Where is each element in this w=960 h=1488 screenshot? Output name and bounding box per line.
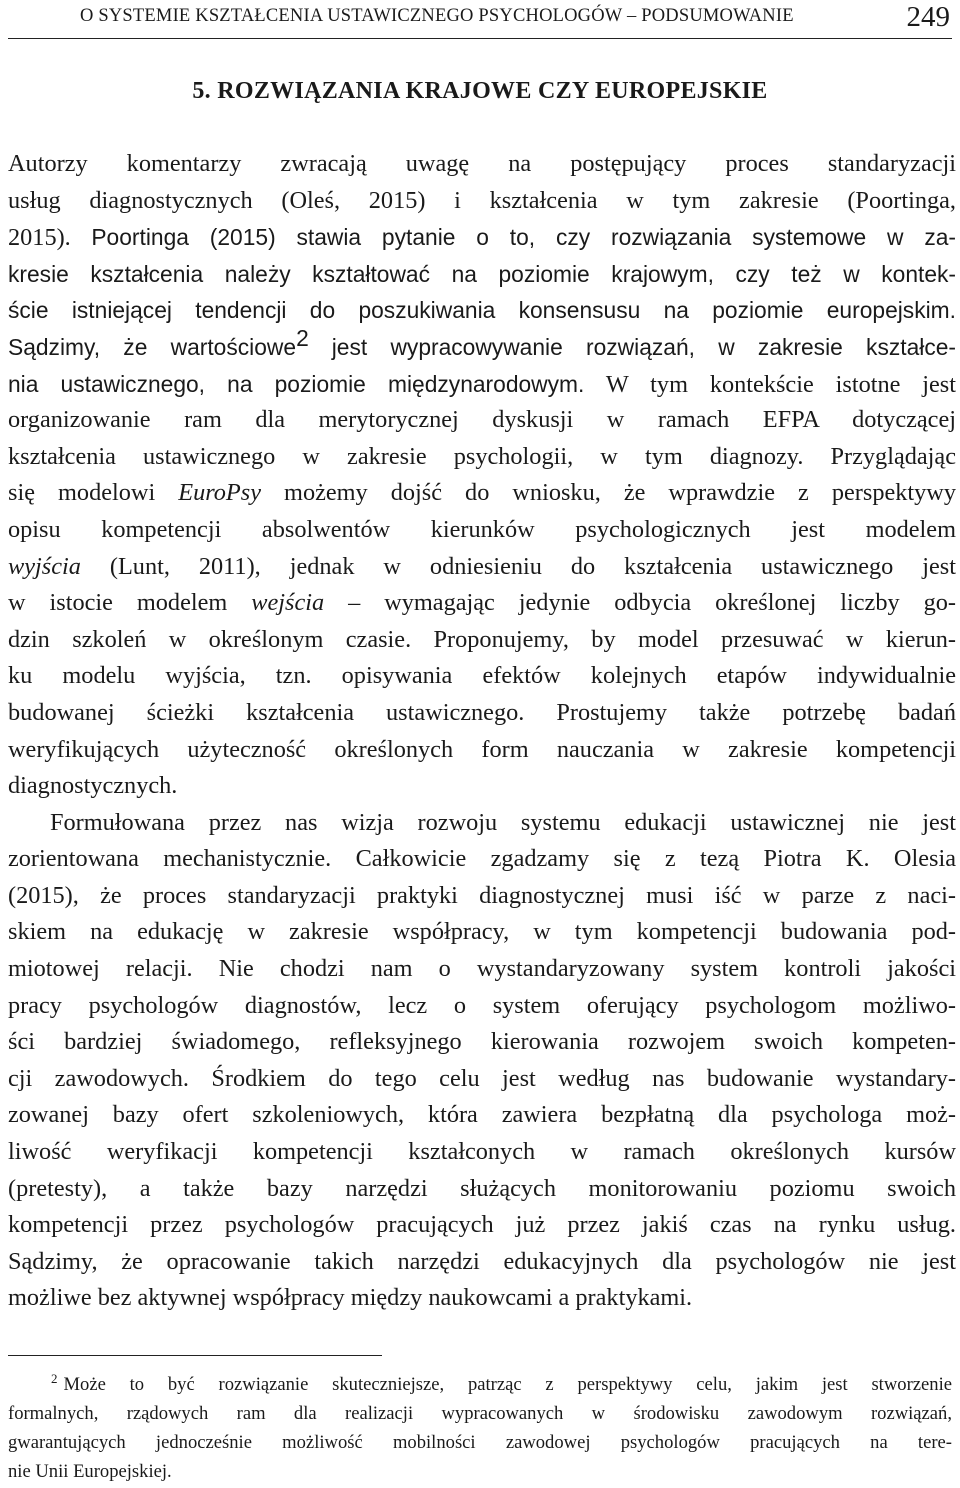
running-header [8,0,952,39]
footnote [8,1370,952,1486]
text-line: weryfikujących użyteczność określonych form nauczania w zakresie kompetencji [8,735,956,763]
text-line: budowanej ścieżki kształcenia ustawicznego. Prostujemy także potrzebę badań [8,698,956,726]
text-span: możemy dojść do wniosku, że wprawdzie z perspektywy [284,479,956,507]
text-line: zowanej bazy ofert szkoleniowych, która zawiera bezpłatną dla psychologa moż- [8,1101,956,1129]
text-line: Autorzy komentarzy zwracają uwagę na postępujący proces standaryzacji [8,150,956,177]
footnote-line: gwarantujących jednocześnie możliwość mobilności zawodowej psychologów pracujących na tere- [8,1432,952,1453]
text-line: pracy psychologów diagnostów, lecz o system oferujący psychologom możliwo- [8,991,956,1019]
text-span: Sądzimy, że wartościowe [8,333,297,360]
text-line: ku modelu wyjścia, tzn. opisywania efektów kolejnych etapów indywidualnie [8,662,956,690]
body-text [8,146,956,1317]
emphasis-europsy: EuroPsy [178,479,262,507]
text-span: 2015). [8,224,71,252]
text-line: miotowej relacji. Nie chodzi nam o wystandaryzowany system kontroli jakości [8,955,956,983]
text-line [8,329,956,366]
text-line: diagnostycznych. [8,772,178,800]
text-line: (2015), że proces standaryzacji praktyki diagnostycznej musi iść w parze z naci- [8,881,956,909]
text-line: Sądzimy, że opracowanie takich narzędzi edukacyjnych dla psychologów nie jest [8,1247,956,1275]
text-line: możliwe bez aktywnej współpracy między naukowcami a praktykami. [8,1284,693,1312]
text-line: liwość weryfikacji kompetencji kształconych w ramach określonych kursów [8,1138,956,1166]
footnote-line: nie Unii Europejskiej. [8,1461,172,1482]
text-line [8,475,956,512]
text-line: kompetencji przez psychologów pracujących już przez jakiś czas na rynku usług. [8,1211,956,1239]
text-line [8,366,956,403]
footnote-marker: 2 [51,1371,58,1386]
text-line: organizowanie ram dla merytorycznej dyskusji w ramach EFPA dotyczącej [8,406,956,434]
text-line [8,585,956,622]
text-span: Poortinga (2015) stawia pytanie o to, czy rozwiązania systemowe w za- [91,224,956,251]
emphasis-wejscia: wejścia [251,589,325,617]
text-line [8,549,956,586]
text-line: ści bardziej świadomego, refleksyjnego kierowania rozwojem swoich kompeten- [8,1028,956,1056]
text-span: w istocie modelem [8,589,228,617]
footnote-line [8,1370,952,1399]
text-line: dzin szkoleń w określonym czasie. Proponujemy, by model przesuwać w kierun- [8,625,956,653]
text-span: nia ustawicznego, na poziomie międzynarodowym. [8,370,585,397]
text-line: opisu kompetencji absolwentów kierunków psychologicznych jest modelem [8,515,956,543]
text-span: Może to być rozwiązanie skuteczniejsze, patrząc z perspektywy celu, jakim jest stworzenie [63,1374,952,1395]
text-span: się modelowi [8,479,156,507]
text-line: kształcenia ustawicznego w zakresie psychologii, w tym diagnozy. Przyglądając [8,442,956,470]
text-line: cji zawodowych. Środkiem do tego celu jest według nas budowanie wystandary- [8,1064,956,1092]
text-span: jest wypracowywanie rozwiązań, w zakresie kształce- [331,333,956,360]
text-line: ście istniejącej tendencji do poszukiwania konsensusu na poziomie europejskim. [8,297,956,324]
section-heading: 5. ROZWIĄZANIA KRAJOWE CZY EUROPEJSKIE [192,78,768,104]
text-line: zorientowana mechanistycznie. Całkowicie zgadzamy się z tezą Piotra K. Olesia [8,845,956,873]
running-title: O SYSTEMIE KSZTAŁCENIA USTAWICZNEGO PSYCHOLOGÓW – PODSUMOWANIE [80,6,794,26]
text-line: skiem na edukację w zakresie współpracy, w tym kompetencji budowania pod- [8,918,956,946]
footnote-line: formalnych, rządowych ram dla realizacji wypracowanych w środowisku zawodowym rozwiązań, [8,1403,952,1424]
text-line: kresie kształcenia należy kształtować na poziomie krajowym, czy też w kontek- [8,260,956,287]
text-span: W tym kontekście istotne jest [605,370,956,398]
text-line: (pretesty), a także bazy narzędzi służących monitorowaniu poziomu swoich [8,1174,956,1202]
footnote-separator [8,1355,382,1356]
page-number: 249 [906,1,950,33]
footnote-ref: 2 [296,328,309,351]
text-line: usług diagnostycznych (Oleś, 2015) i kształcenia w tym zakresie (Poortinga, [8,186,956,214]
text-line [8,219,956,256]
text-span: (Lunt, 2011), jednak w odniesieniu do kształcenia ustawicznego jest [109,552,956,580]
text-line: Formułowana przez nas wizja rozwoju systemu edukacji ustawicznej nie jest [50,808,956,836]
text-span: – wymagając jedynie odbycia określonej liczby go- [348,589,956,617]
emphasis-wyjscia: wyjścia [8,552,81,580]
